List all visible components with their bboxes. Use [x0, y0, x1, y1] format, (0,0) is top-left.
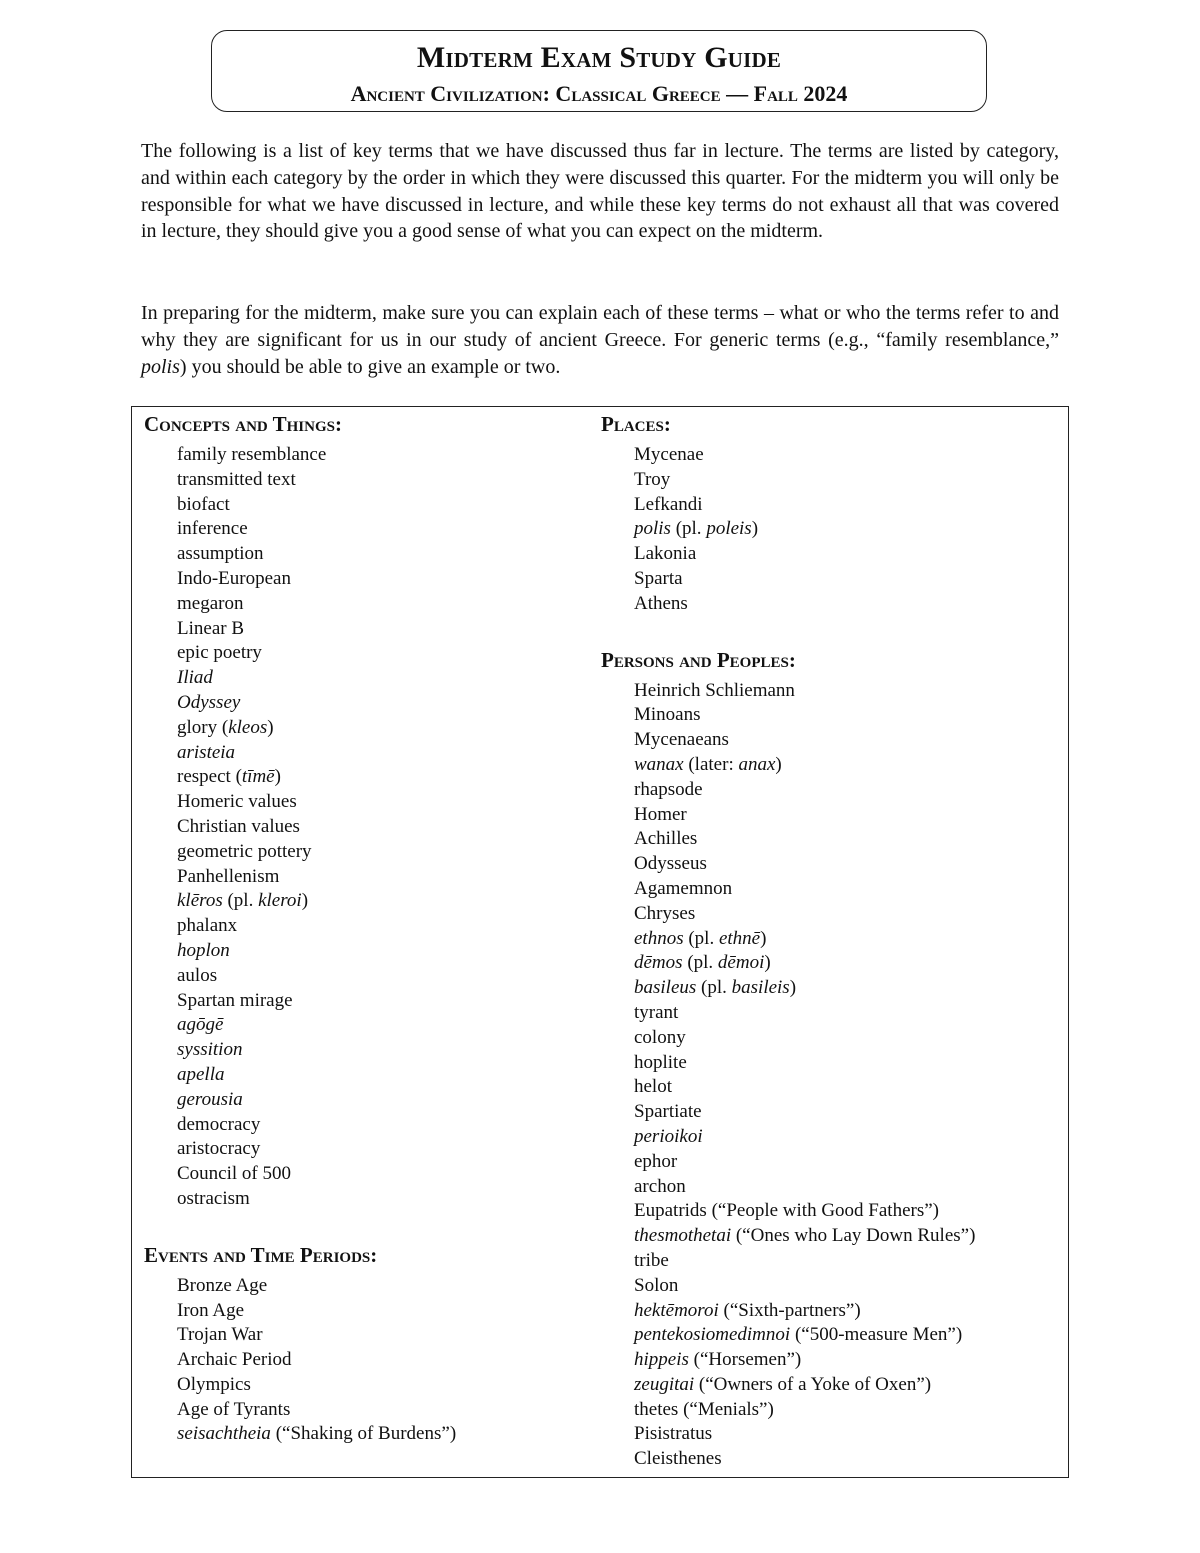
term-item	[634, 927, 1061, 952]
term-item	[177, 741, 584, 766]
term-name: hektēmoroi	[634, 1299, 719, 1321]
term-name: assumption	[177, 543, 264, 565]
term-name: rhapsode	[634, 778, 703, 800]
term-note-end: )	[274, 766, 281, 788]
term-item	[177, 765, 584, 790]
term-note: (pl.	[682, 952, 718, 974]
term-name: seisachtheia	[177, 1423, 271, 1445]
term-item	[177, 914, 584, 939]
term-note: (“Sixth-partners”)	[718, 1299, 861, 1321]
term-item	[177, 1422, 584, 1447]
term-item	[634, 542, 1061, 567]
right-column	[601, 407, 1061, 1472]
page-subtitle: Ancient Civilization: Classical Greece — Fall 2024	[350, 81, 848, 106]
term-item	[177, 1038, 584, 1063]
term-item	[177, 1398, 584, 1423]
term-name: Mycenae	[634, 444, 704, 465]
intro-paragraph-1: The following is a list of key terms that we have discussed thus far in lecture. The terms are listed by category, and within each category by the order in which they were discussed this quarter. For the midterm you will only be responsible for what we have discussed in lecture, and while these key terms do not exhaust all that was covered in lecture, they should give you a good sense of what you can expect on the midterm.	[141, 140, 1059, 243]
term-name: Spartan mirage	[177, 989, 293, 1011]
term-name: tyrant	[634, 1001, 679, 1023]
term-item	[177, 1373, 584, 1398]
term-item	[634, 1026, 1061, 1051]
term-name: Chryses	[634, 902, 696, 924]
term-name: zeugitai	[634, 1373, 695, 1395]
term-item	[177, 1113, 584, 1138]
section-heading-places: Places:	[601, 412, 671, 436]
term-name: agōgē	[177, 1014, 224, 1036]
term-item	[634, 1051, 1061, 1076]
term-item	[634, 827, 1061, 852]
term-item	[634, 1398, 1061, 1423]
term-name: Lefkandi	[634, 493, 703, 515]
term-item	[634, 1224, 1061, 1249]
term-item	[177, 1187, 584, 1212]
term-name: Troy	[634, 468, 671, 490]
term-item	[177, 1274, 584, 1299]
term-name: Olympics	[177, 1373, 251, 1395]
term-name: wanax	[634, 753, 684, 775]
term-name: basileus	[634, 977, 697, 999]
term-item	[634, 1373, 1061, 1398]
term-name: ostracism	[177, 1187, 250, 1209]
term-item	[177, 790, 584, 815]
left-column	[144, 407, 584, 1447]
intro-paragraph-2	[141, 300, 1059, 380]
term-item	[634, 1299, 1061, 1324]
term-note-end: )	[301, 890, 309, 912]
term-item	[634, 1323, 1061, 1348]
term-name: ephor	[634, 1150, 678, 1172]
term-name: Odysseus	[634, 853, 707, 875]
term-name: perioikoi	[634, 1125, 703, 1147]
term-name: Solon	[634, 1274, 679, 1296]
term-item	[634, 1199, 1061, 1224]
term-item	[634, 1274, 1061, 1299]
term-name: Agamemnon	[634, 877, 733, 899]
term-name: hoplon	[177, 939, 230, 961]
term-item	[634, 1125, 1061, 1150]
term-item	[177, 1088, 584, 1113]
term-name: thesmothetai	[634, 1225, 732, 1247]
term-name: klēros	[177, 890, 223, 912]
term-item	[177, 592, 584, 617]
term-note: (“Ones who Lay Down Rules”)	[731, 1225, 976, 1247]
term-name: Archaic Period	[177, 1349, 292, 1371]
term-list-events	[144, 1274, 584, 1448]
term-note-end: )	[751, 518, 759, 540]
term-item	[634, 1001, 1061, 1026]
term-item	[634, 877, 1061, 902]
term-note: (“Menials”)	[678, 1398, 774, 1420]
term-item	[634, 1150, 1061, 1175]
term-name: Iliad	[177, 667, 213, 689]
term-item	[634, 1075, 1061, 1100]
term-item	[634, 1175, 1061, 1200]
term-item	[634, 1447, 1061, 1472]
term-note: (pl.	[222, 890, 259, 912]
term-note: (“500-measure Men”)	[790, 1324, 963, 1346]
term-item	[177, 666, 584, 691]
term-item	[634, 852, 1061, 877]
term-name: Eupatrids	[634, 1200, 707, 1222]
term-name: Indo-European	[177, 567, 291, 589]
term-item	[634, 976, 1061, 1001]
term-item	[177, 517, 584, 542]
term-note-italic: dēmoi	[717, 952, 765, 974]
term-item	[177, 617, 584, 642]
term-note-end: )	[775, 753, 782, 775]
term-item	[634, 902, 1061, 927]
term-item	[634, 803, 1061, 828]
term-note: (pl.	[670, 518, 707, 540]
term-item	[177, 1063, 584, 1088]
term-name: aulos	[177, 964, 218, 986]
term-item	[634, 753, 1061, 778]
term-name: respect	[177, 766, 231, 788]
term-name: transmitted text	[177, 468, 296, 490]
term-name: Trojan War	[177, 1324, 263, 1346]
term-name: colony	[634, 1026, 686, 1048]
term-note-end: )	[760, 927, 767, 949]
term-name: family resemblance	[177, 444, 327, 465]
term-item	[177, 889, 584, 914]
terms-box	[131, 406, 1069, 1478]
term-name: pentekosiomedimnoi	[634, 1324, 791, 1346]
term-item	[177, 939, 584, 964]
term-item	[177, 1299, 584, 1324]
term-name: Mycenaeans	[634, 729, 729, 751]
term-item	[177, 716, 584, 741]
term-item	[177, 1162, 584, 1187]
term-note: (“Shaking of Burdens”)	[270, 1423, 457, 1445]
term-name: ethnos	[634, 927, 684, 949]
term-item	[177, 865, 584, 890]
term-name: dēmos	[634, 952, 683, 974]
term-name: helot	[634, 1076, 672, 1098]
term-name: Bronze Age	[177, 1274, 268, 1296]
term-name: archon	[634, 1175, 686, 1197]
term-note-italic: ethnē	[718, 927, 761, 949]
term-list-places	[601, 443, 1061, 617]
term-name: Pisistratus	[634, 1423, 713, 1445]
term-item	[177, 1323, 584, 1348]
term-note: (“Owners of a Yoke of Oxen”)	[694, 1373, 932, 1395]
term-note-italic: anax	[738, 753, 776, 775]
term-item	[177, 691, 584, 716]
term-item	[634, 1348, 1061, 1373]
title-box	[211, 30, 987, 112]
term-name: epic poetry	[177, 642, 262, 664]
term-name: democracy	[177, 1113, 261, 1135]
term-item	[634, 443, 1061, 468]
term-item	[634, 1100, 1061, 1125]
term-name: Minoans	[634, 704, 701, 726]
term-item	[177, 1348, 584, 1373]
term-name: phalanx	[177, 915, 238, 937]
term-note-italic: poleis	[706, 518, 752, 540]
term-item	[177, 468, 584, 493]
term-note-italic: basileis	[731, 977, 790, 999]
term-name: thetes	[634, 1398, 679, 1420]
term-note: (pl.	[683, 927, 719, 949]
term-name: Panhellenism	[177, 865, 280, 887]
term-note: (“Horsemen”)	[688, 1349, 802, 1371]
term-note: (later:	[683, 753, 739, 775]
term-name: glory	[177, 716, 218, 738]
term-name: gerousia	[177, 1088, 243, 1110]
term-item	[177, 964, 584, 989]
term-item	[177, 1137, 584, 1162]
term-item	[177, 641, 584, 666]
term-name: Spartiate	[634, 1101, 702, 1123]
term-name: megaron	[177, 592, 244, 614]
term-item	[634, 517, 1061, 542]
term-note-italic: tīmē	[241, 766, 275, 788]
intro-paragraph-2-part1: In preparing for the midterm, make sure you can explain each of these terms – what or who the terms refer to and why they are significant for us in our study of ancient Greece. For generic terms (e.g., “family resemblance,”	[141, 302, 1059, 351]
term-name: Iron Age	[177, 1299, 245, 1321]
term-name: aristeia	[177, 741, 236, 763]
term-item	[634, 728, 1061, 753]
term-note-end: )	[789, 977, 797, 999]
term-note: (	[217, 716, 229, 738]
term-name: inference	[177, 518, 248, 540]
term-item	[634, 567, 1061, 592]
term-name: Linear B	[177, 617, 245, 639]
term-name: Homer	[634, 803, 687, 825]
term-item	[177, 443, 584, 468]
term-item	[177, 1013, 584, 1038]
section-heading-events: Events and Time Periods:	[144, 1242, 378, 1267]
term-name: Odyssey	[177, 691, 241, 713]
term-name: Homeric values	[177, 791, 297, 813]
intro-paragraph-2-part2: ) you should be able to give an example or two.	[179, 355, 561, 378]
term-name: polis	[634, 518, 671, 540]
term-name: Age of Tyrants	[177, 1398, 291, 1420]
term-item	[634, 703, 1061, 728]
term-note-end: )	[267, 716, 274, 738]
term-item	[177, 815, 584, 840]
term-name: hippeis	[634, 1349, 689, 1371]
term-item	[634, 468, 1061, 493]
term-name: biofact	[177, 493, 230, 515]
term-name: geometric pottery	[177, 840, 312, 862]
term-note: (“People with Good Fathers”)	[706, 1200, 939, 1222]
term-name: Athens	[634, 592, 688, 614]
term-item	[634, 951, 1061, 976]
term-note-italic: kleroi	[258, 890, 302, 912]
term-note-italic: kleos	[228, 716, 268, 738]
term-name: syssition	[177, 1039, 243, 1061]
term-name: tribe	[634, 1249, 669, 1271]
term-item	[634, 592, 1061, 617]
term-list-persons	[601, 679, 1061, 1473]
term-name: Christian values	[177, 815, 300, 837]
section-heading-persons: Persons and Peoples:	[601, 647, 796, 672]
term-item	[634, 493, 1061, 518]
term-item	[634, 679, 1061, 704]
term-name: apella	[177, 1063, 225, 1085]
term-item	[177, 542, 584, 567]
term-name: Heinrich Schliemann	[634, 679, 795, 701]
term-name: Achilles	[634, 828, 698, 850]
term-name: Council of 500	[177, 1163, 291, 1185]
term-item	[177, 989, 584, 1014]
term-item	[177, 840, 584, 865]
term-name: aristocracy	[177, 1138, 261, 1160]
term-item	[634, 778, 1061, 803]
section-heading-concepts: Concepts and Things:	[144, 412, 342, 436]
term-note-end: )	[764, 952, 771, 974]
intro-paragraph-2-italic: polis	[141, 355, 180, 378]
page-title: Midterm Exam Study Guide	[416, 41, 782, 74]
term-item	[177, 493, 584, 518]
term-name: Cleisthenes	[634, 1448, 722, 1470]
term-item	[177, 567, 584, 592]
term-note: (	[230, 766, 242, 788]
term-name: Sparta	[634, 567, 683, 589]
term-note: (pl.	[696, 977, 732, 999]
term-name: Lakonia	[634, 543, 697, 565]
term-list-concepts	[144, 443, 584, 1212]
term-item	[634, 1422, 1061, 1447]
term-item	[634, 1249, 1061, 1274]
term-name: hoplite	[634, 1051, 687, 1073]
